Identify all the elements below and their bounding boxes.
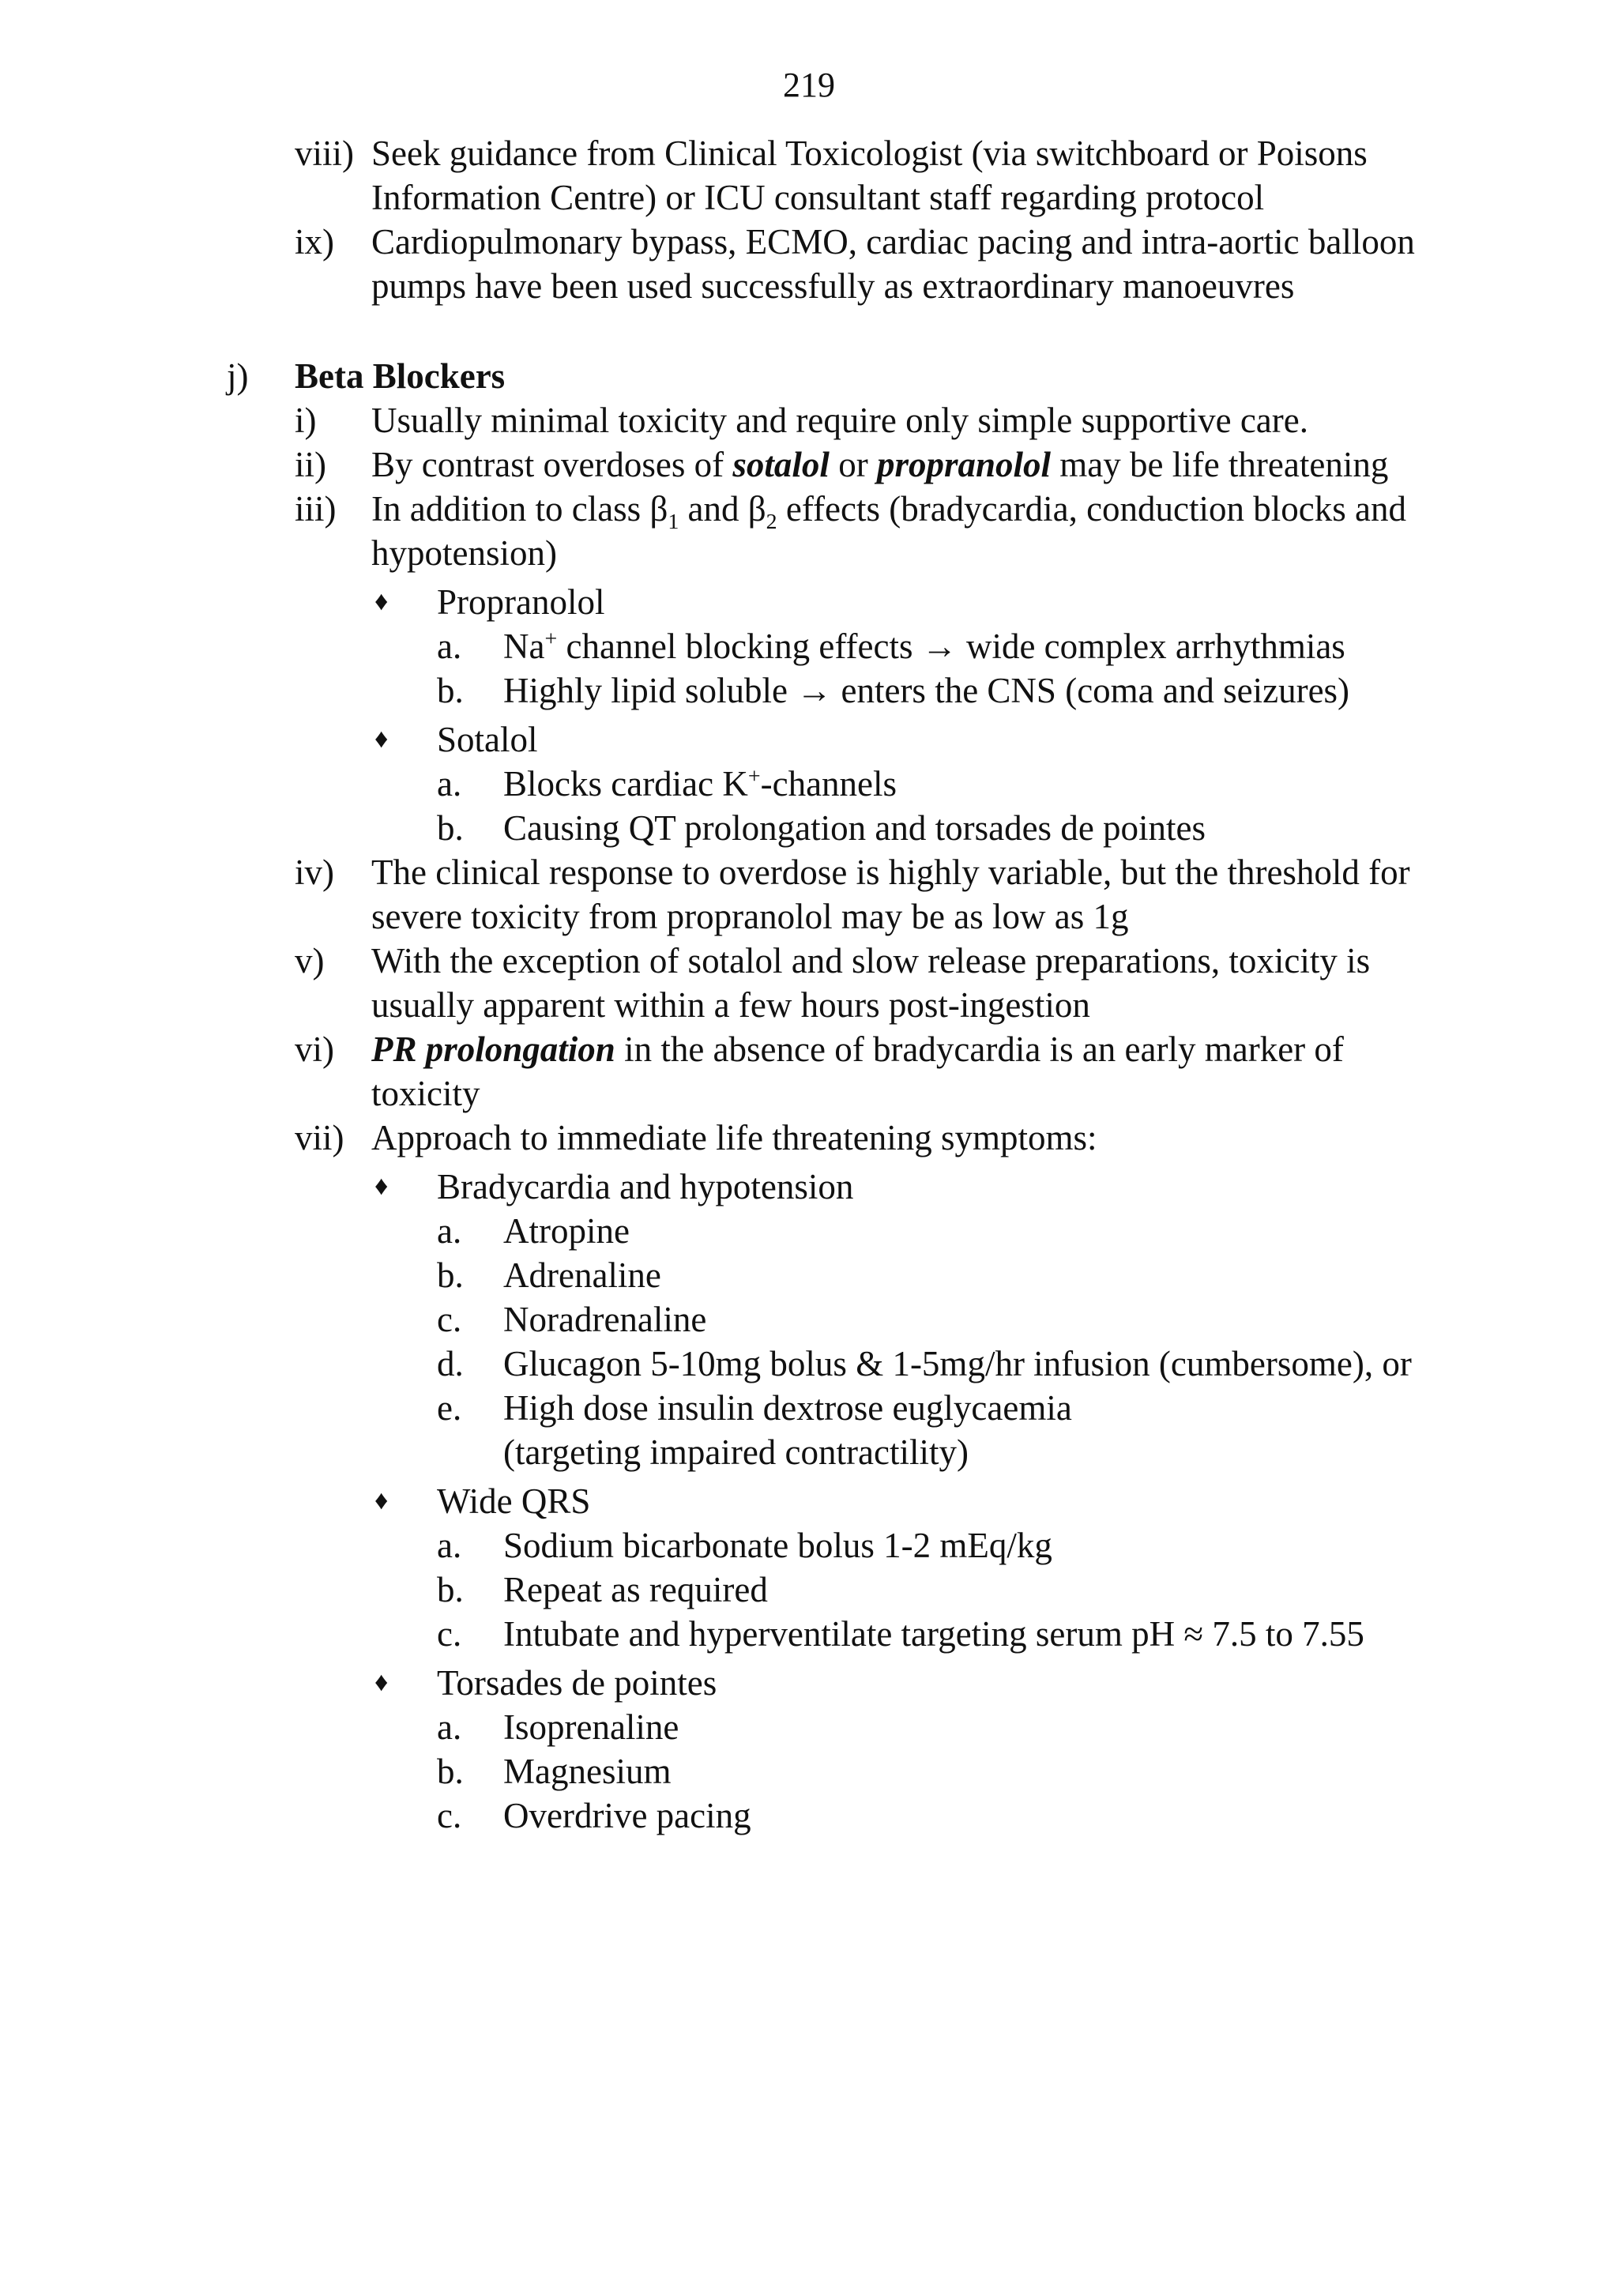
text-run: effects (bradycardia, conduction blocks and	[777, 489, 1406, 529]
text-run: In addition to class β	[371, 489, 668, 529]
bullet-text: Propranolol	[437, 582, 605, 622]
list-item-continuation	[0, 983, 1618, 1027]
sub-item-text: Noradrenaline	[503, 1300, 707, 1339]
page-number: 219	[783, 66, 835, 104]
list-item-continuation	[0, 531, 1618, 575]
diamond-bullet-icon: ♦	[374, 1668, 389, 1697]
list-item	[0, 1027, 1618, 1071]
sub-item	[0, 1612, 1618, 1656]
sub-item-text: Adrenaline	[503, 1255, 661, 1295]
sub-item-continuation	[0, 1430, 1618, 1474]
list-item-continuation	[0, 894, 1618, 939]
item-text: usually apparent within a few hours post-ingestion	[371, 985, 1090, 1025]
list-item	[0, 850, 1618, 894]
sub-item-text: Isoprenaline	[503, 1707, 679, 1747]
section-letter: j)	[227, 356, 249, 396]
diamond-bullet-icon: ♦	[374, 725, 389, 754]
text-run: or	[829, 445, 877, 484]
sub-item-text: High dose insulin dextrose euglycaemia	[503, 1388, 1072, 1428]
list-item	[0, 131, 1618, 175]
sub-item-letter: a.	[437, 627, 462, 666]
diamond-bullet-icon: ♦	[374, 1172, 389, 1201]
list-item	[0, 939, 1618, 983]
bullet-item	[0, 1165, 1618, 1209]
item-number: iv)	[295, 853, 334, 892]
sub-item-letter: e.	[437, 1388, 462, 1428]
sub-item	[0, 1749, 1618, 1794]
item-number: vi)	[295, 1029, 334, 1069]
sub-item-text	[503, 624, 1345, 668]
sub-item	[0, 668, 1618, 713]
list-item	[0, 1116, 1618, 1160]
emphasis-sotalol: sotalol	[732, 445, 830, 484]
sub-item-text: Intubate and hyperventilate targeting serum pH ≈ 7.5 to 7.55	[503, 1614, 1364, 1654]
sub-item	[0, 1705, 1618, 1749]
text-run: -channels	[760, 764, 897, 804]
item-text: Usually minimal toxicity and require only simple supportive care.	[371, 401, 1308, 440]
sub-item	[0, 1297, 1618, 1342]
sub-item-text: (targeting impaired contractility)	[503, 1432, 969, 1472]
sub-item-letter: a.	[437, 1211, 462, 1251]
list-item	[0, 220, 1618, 264]
sub-item-letter: a.	[437, 1707, 462, 1747]
sub-item-letter: b.	[437, 1570, 464, 1609]
bullet-item	[0, 1479, 1618, 1523]
sub-item-text	[503, 762, 897, 806]
item-number: iii)	[295, 489, 337, 529]
item-text	[371, 442, 1388, 487]
text-run: Na	[503, 627, 545, 666]
sub-item-text: Sodium bicarbonate bolus 1-2 mEq/kg	[503, 1526, 1052, 1565]
section-title: Beta Blockers	[295, 356, 506, 396]
sub-item-text: Glucagon 5-10mg bolus & 1-5mg/hr infusion (cumbersome), or	[503, 1344, 1412, 1383]
item-text: toxicity	[371, 1074, 480, 1113]
item-number: ix)	[295, 222, 334, 262]
superscript: +	[747, 764, 761, 789]
item-number: viii)	[295, 134, 354, 173]
subscript: 1	[668, 510, 679, 534]
diamond-bullet-icon: ♦	[374, 1486, 389, 1515]
sub-item	[0, 1342, 1618, 1386]
sub-item	[0, 762, 1618, 806]
sub-item-letter: b.	[437, 1752, 464, 1791]
sub-item-letter: c.	[437, 1796, 462, 1835]
item-text: severe toxicity from propranolol may be as low as 1g	[371, 897, 1129, 936]
item-text: Seek guidance from Clinical Toxicologist (via switchboard or Poisons	[371, 134, 1368, 173]
item-number: i)	[295, 401, 317, 440]
sub-item-text: Causing QT prolongation and torsades de pointes	[503, 808, 1206, 848]
bullet-text: Bradycardia and hypotension	[437, 1167, 854, 1206]
bullet-text: Torsades de pointes	[437, 1663, 717, 1703]
item-text	[371, 487, 1406, 534]
text-run: in the absence of bradycardia is an early marker of	[615, 1029, 1344, 1069]
list-item	[0, 487, 1618, 534]
list-item-continuation	[0, 175, 1618, 220]
item-number: v)	[295, 941, 325, 981]
bullet-item	[0, 717, 1618, 762]
sub-item-letter: b.	[437, 1255, 464, 1295]
item-text: Approach to immediate life threatening symptoms:	[371, 1118, 1097, 1157]
sub-item	[0, 806, 1618, 850]
item-number: ii)	[295, 445, 326, 484]
sub-item-text: Repeat as required	[503, 1570, 768, 1609]
sub-item-text: Highly lipid soluble → enters the CNS (coma and seizures)	[503, 671, 1350, 710]
item-text: Cardiopulmonary bypass, ECMO, cardiac pacing and intra-aortic balloon	[371, 222, 1415, 262]
superscript: +	[544, 627, 558, 651]
item-text	[371, 1027, 1344, 1071]
bullet-text: Sotalol	[437, 720, 538, 759]
sub-item-text: Magnesium	[503, 1752, 672, 1791]
list-item-continuation	[0, 1071, 1618, 1116]
sub-item	[0, 1794, 1618, 1838]
item-text: hypotension)	[371, 533, 557, 573]
sub-item-letter: a.	[437, 1526, 462, 1565]
list-item	[0, 442, 1618, 487]
text-run: channel blocking effects → wide complex arrhythmias	[557, 627, 1345, 666]
sub-item-letter: b.	[437, 808, 464, 848]
sub-item	[0, 624, 1618, 668]
bullet-text: Wide QRS	[437, 1481, 591, 1521]
bullet-item	[0, 580, 1618, 624]
text-run: By contrast overdoses of	[371, 445, 733, 484]
sub-item	[0, 1253, 1618, 1297]
text-run: and β	[679, 489, 766, 529]
list-item	[0, 398, 1618, 442]
sub-item	[0, 1209, 1618, 1253]
sub-item	[0, 1568, 1618, 1612]
item-text: With the exception of sotalol and slow release preparations, toxicity is	[371, 941, 1371, 981]
list-item-continuation	[0, 264, 1618, 308]
sub-item-letter: d.	[437, 1344, 464, 1383]
item-text: Information Centre) or ICU consultant staff regarding protocol	[371, 178, 1265, 217]
sub-item-letter: a.	[437, 764, 462, 804]
sub-item	[0, 1386, 1618, 1430]
sub-item-text: Overdrive pacing	[503, 1796, 751, 1835]
text-run: may be life threatening	[1051, 445, 1389, 484]
item-text: pumps have been used successfully as extraordinary manoeuvres	[371, 266, 1295, 306]
diamond-bullet-icon: ♦	[374, 587, 389, 616]
item-text: The clinical response to overdose is highly variable, but the threshold for	[371, 853, 1410, 892]
item-number: vii)	[295, 1118, 344, 1157]
emphasis-propranolol: propranolol	[876, 445, 1051, 484]
text-run: Blocks cardiac K	[503, 764, 748, 804]
section-heading	[0, 354, 1618, 398]
subscript: 2	[766, 510, 777, 534]
bullet-item	[0, 1661, 1618, 1705]
emphasis-pr-prolongation: PR prolongation	[371, 1029, 615, 1069]
sub-item-letter: c.	[437, 1300, 462, 1339]
sub-item	[0, 1523, 1618, 1568]
sub-item-letter: b.	[437, 671, 464, 710]
sub-item-letter: c.	[437, 1614, 462, 1654]
sub-item-text: Atropine	[503, 1211, 630, 1251]
